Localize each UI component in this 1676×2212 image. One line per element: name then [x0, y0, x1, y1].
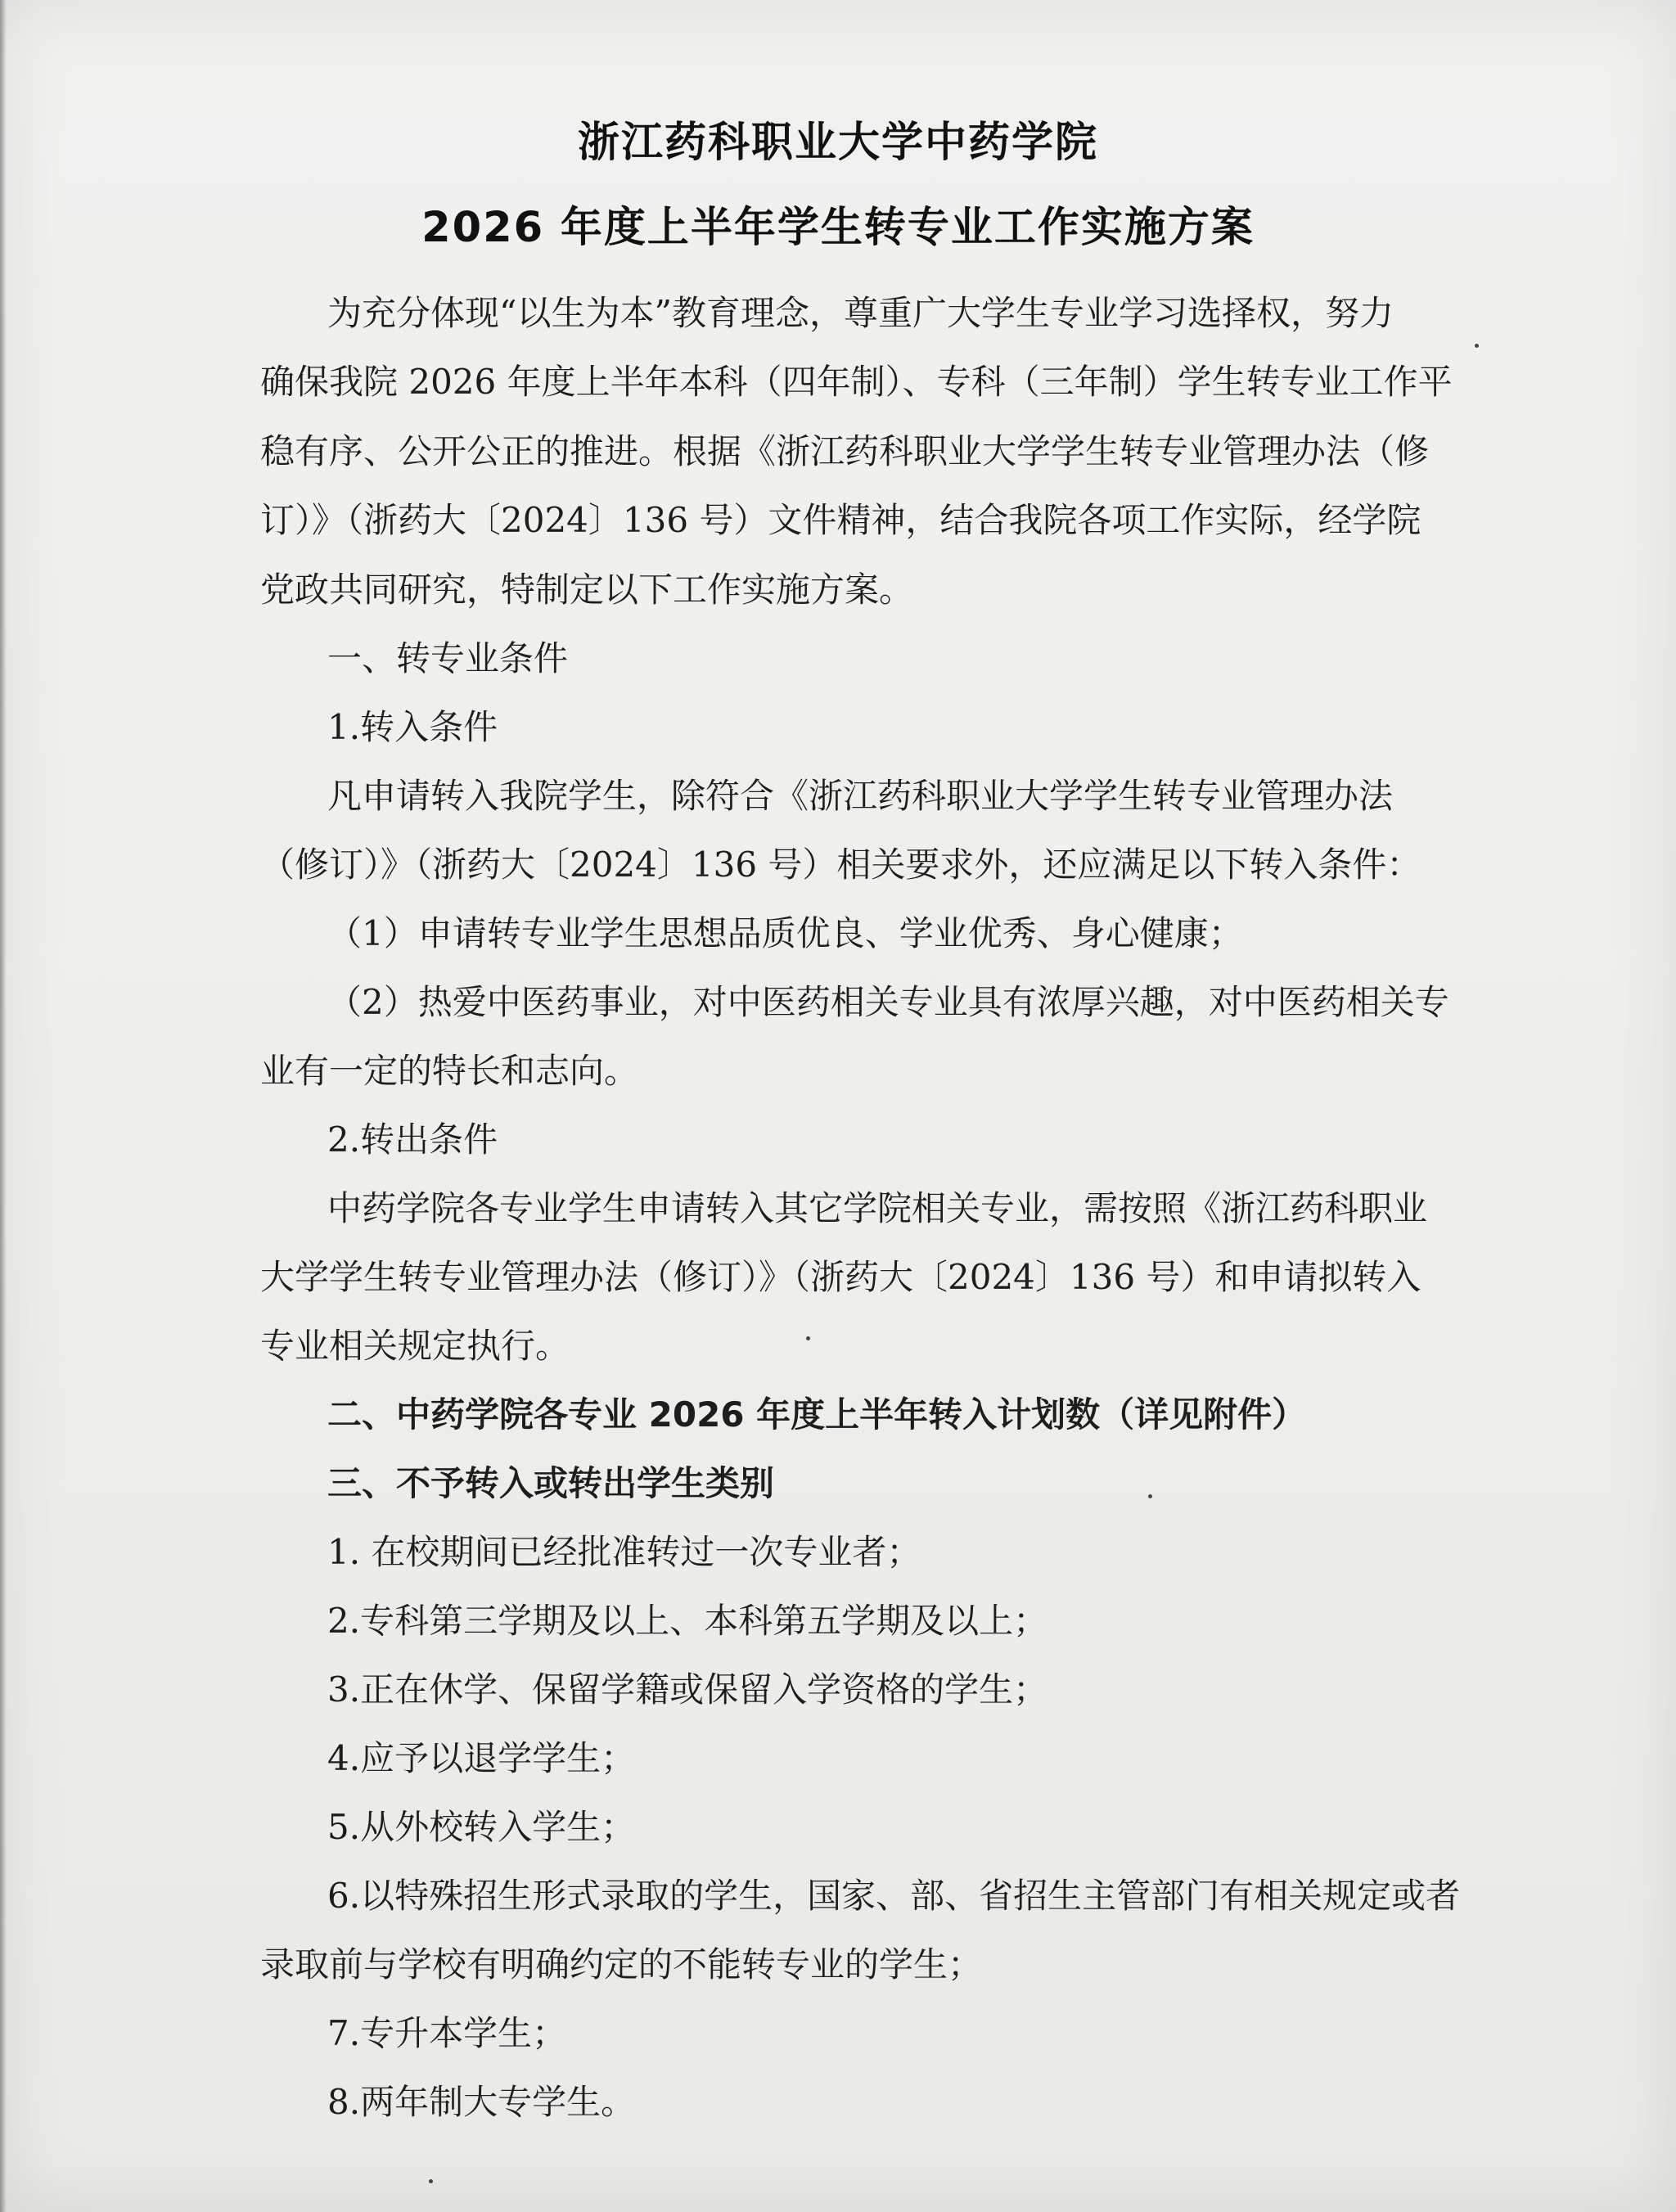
transfer-in-paragraph-line: 凡申请转入我院学生，除符合《浙江药科职业大学学生转专业管理办法 [327, 776, 1394, 816]
transfer-in-condition-2-cont: 业有一定的特长和志向。 [260, 1051, 639, 1091]
exclusion-item-6-cont: 录取前与学校有明确约定的不能转专业的学生； [260, 1944, 983, 1984]
transfer-in-condition-1: （1）申请转专业学生思想品质优良、学业优秀、身心健康； [327, 913, 1243, 953]
section-heading-3: 三、不予转入或转出学生类别 [327, 1463, 775, 1503]
scan-speck [1475, 344, 1479, 348]
scan-speck [1148, 1494, 1152, 1498]
exclusion-item-6: 6.以特殊招生形式录取的学生，国家、部、省招生主管部门有相关规定或者 [327, 1876, 1461, 1916]
subheading-transfer-in: 1.转入条件 [327, 707, 498, 747]
exclusion-item-8: 8.两年制大专学生。 [327, 2082, 636, 2122]
exclusion-item-4: 4.应予以退学学生； [327, 1738, 636, 1778]
scan-edge-shadow [0, 0, 7, 2212]
transfer-out-paragraph-line: 中药学院各专业学生申请转入其它学院相关专业，需按照《浙江药科职业 [327, 1188, 1428, 1228]
transfer-in-condition-2: （2）热爱中医药事业，对中医药相关专业具有浓厚兴趣，对中医药相关专 [327, 982, 1449, 1022]
intro-paragraph-line: 确保我院 2026 年度上半年本科（四年制）、专科（三年制）学生转专业工作平 [260, 362, 1453, 402]
exclusion-item-1: 1. 在校期间已经批准转过一次专业者； [327, 1532, 921, 1572]
document-subtitle: 2026 年度上半年学生转专业工作实施方案 [421, 204, 1255, 252]
transfer-out-paragraph-line: 大学学生转专业管理办法（修订）》（浙药大〔2024〕136 号）和申请拟转入 [260, 1257, 1421, 1297]
document-title: 浙江药科职业大学中药学院 [577, 119, 1098, 167]
transfer-in-paragraph-line: （修订）》（浙药大〔2024〕136 号）相关要求外，还应满足以下转入条件： [260, 845, 1421, 885]
subheading-transfer-out: 2.转出条件 [327, 1120, 498, 1160]
scan-speck [429, 2179, 433, 2183]
intro-paragraph-line: 订）》（浙药大〔2024〕136 号）文件精神，结合我院各项工作实际，经学院 [260, 500, 1421, 540]
section-heading-2: 二、中药学院各专业 2026 年度上半年转入计划数（详见附件） [327, 1394, 1307, 1435]
intro-paragraph-line: 为充分体现“以生为本”教育理念，尊重广大学生专业学习选择权，努力 [327, 293, 1394, 333]
exclusion-item-7: 7.专升本学生； [327, 2013, 567, 2053]
exclusion-item-2: 2.专科第三学期及以上、本科第五学期及以上； [327, 1601, 1048, 1641]
section-heading-1: 一、转专业条件 [327, 638, 569, 678]
exclusion-item-5: 5.从外校转入学生； [327, 1807, 636, 1847]
intro-paragraph-line: 稳有序、公开公正的推进。根据《浙江药科职业大学学生转专业管理办法（修 [260, 431, 1430, 471]
intro-paragraph-line: 党政共同研究，特制定以下工作实施方案。 [260, 570, 914, 610]
scan-speck [806, 1336, 810, 1340]
transfer-out-paragraph-line: 专业相关规定执行。 [260, 1326, 570, 1366]
exclusion-item-3: 3.正在休学、保留学籍或保留入学资格的学生； [327, 1669, 1048, 1710]
